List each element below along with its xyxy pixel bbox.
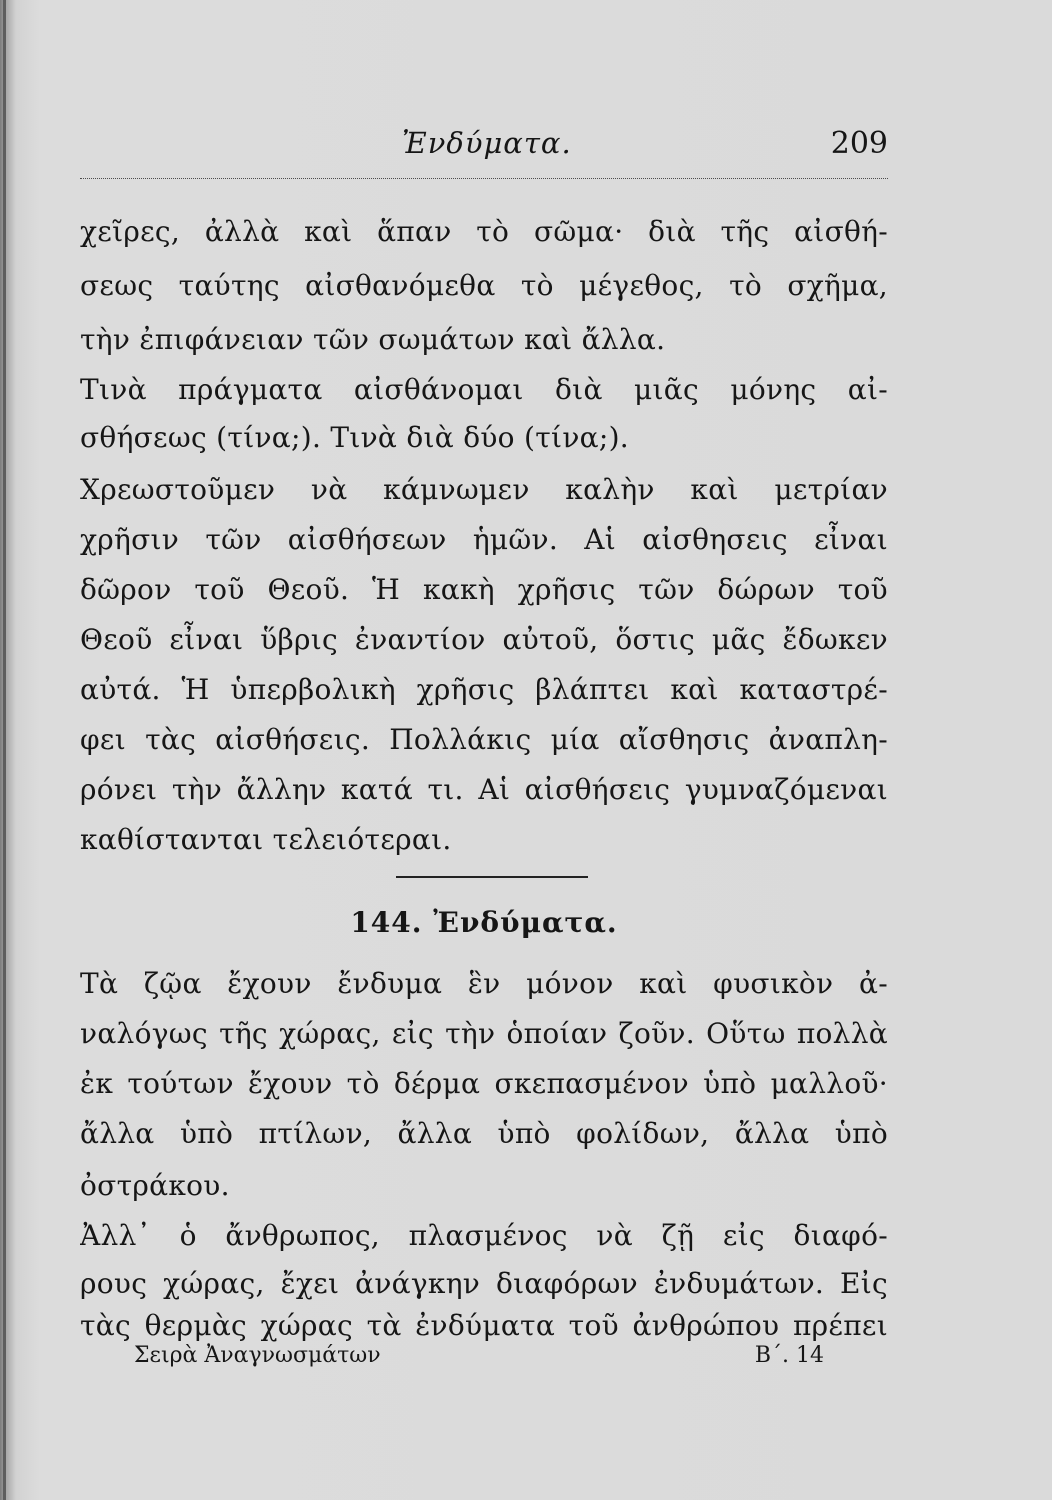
text-line: σεως ταύτης αἰσθανόμεθα τὸ μέγεθος, τὸ σχῆμα, (80, 269, 888, 302)
text-line: Θεοῦ εἶναι ὕβρις ἐναντίον αὐτοῦ, ὅστις μᾶς ἔδωκεν (80, 623, 888, 656)
text-line: ἄλλα ὑπὸ πτίλων, ἄλλα ὑπὸ φολίδων, ἄλλα ὑπὸ (80, 1117, 888, 1150)
text-line: δῶρον τοῦ Θεοῦ. Ἡ κακὴ χρῆσις τῶν δώρων τοῦ (80, 573, 888, 606)
series-title: Σειρὰ Ἀναγνωσμάτων (134, 1343, 381, 1368)
text-line: ὀστράκου. (80, 1169, 230, 1202)
signature-mark: Β΄. 14 (754, 1343, 824, 1368)
text-line: χεῖρες, ἀλλὰ καὶ ἅπαν τὸ σῶμα· διὰ τῆς αἰσθή- (80, 215, 888, 248)
text-line: ρους χώρας, ἔχει ἀνάγκην διαφόρων ἐνδυμάτων. Εἰς (80, 1267, 888, 1300)
page-footer (134, 1338, 824, 1374)
text-line: χρῆσιν τῶν αἰσθήσεων ἡμῶν. Αἱ αἰσθησεις εἶναι (80, 523, 888, 556)
running-head (80, 118, 888, 168)
text-line: Χρεωστοῦμεν νὰ κάμνωμεν καλὴν καὶ μετρίαν (80, 473, 888, 506)
page-number: 209 (830, 126, 888, 161)
header-rule (80, 178, 888, 179)
text-line: αὐτά. Ἡ ὑπερβολικὴ χρῆσις βλάπτει καὶ καταστρέ- (80, 673, 888, 706)
text-line: Τινὰ πράγματα αἰσθάνομαι διὰ μιᾶς μόνης αἰ- (80, 373, 888, 406)
text-line: καθίστανται τελειότεραι. (80, 823, 452, 856)
text-line: φει τὰς αἰσθήσεις. Πολλάκις μία αἴσθησις ἀναπλη- (80, 723, 888, 756)
section-heading: 144. Ἐνδύματα. (350, 906, 618, 939)
text-line: Ἀλλ᾽ ὁ ἄνθρωπος, πλασμένος νὰ ζῇ εἰς διαφό- (80, 1219, 888, 1252)
text-line: σθήσεως (τίνα;). Τινὰ διὰ δύο (τίνα;). (80, 421, 630, 454)
text-line: τὴν ἐπιφάνειαν τῶν σωμάτων καὶ ἄλλα. (80, 323, 666, 356)
text-line: τὰς θερμὰς χώρας τὰ ἐνδύματα τοῦ ἀνθρώπου πρέπει (80, 1309, 888, 1342)
text-line: ἐκ τούτων ἔχουν τὸ δέρμα σκεπασμένον ὑπὸ μαλλοῦ· (80, 1067, 888, 1100)
running-title: Ἐνδύματα. (402, 126, 572, 160)
page-spine-shadow (3, 0, 6, 1500)
text-line: Τὰ ζῷα ἔχουν ἔνδυμα ἓν μόνον καὶ φυσικὸν ἀ- (80, 967, 888, 1000)
text-line: ναλόγως τῆς χώρας, εἰς τὴν ὁποίαν ζοῦν. Οὕτω πολλὰ (80, 1017, 888, 1050)
section-divider (396, 876, 588, 878)
text-line: ρόνει τὴν ἄλλην κατά τι. Αἱ αἰσθήσεις γυμναζόμεναι (80, 773, 888, 806)
